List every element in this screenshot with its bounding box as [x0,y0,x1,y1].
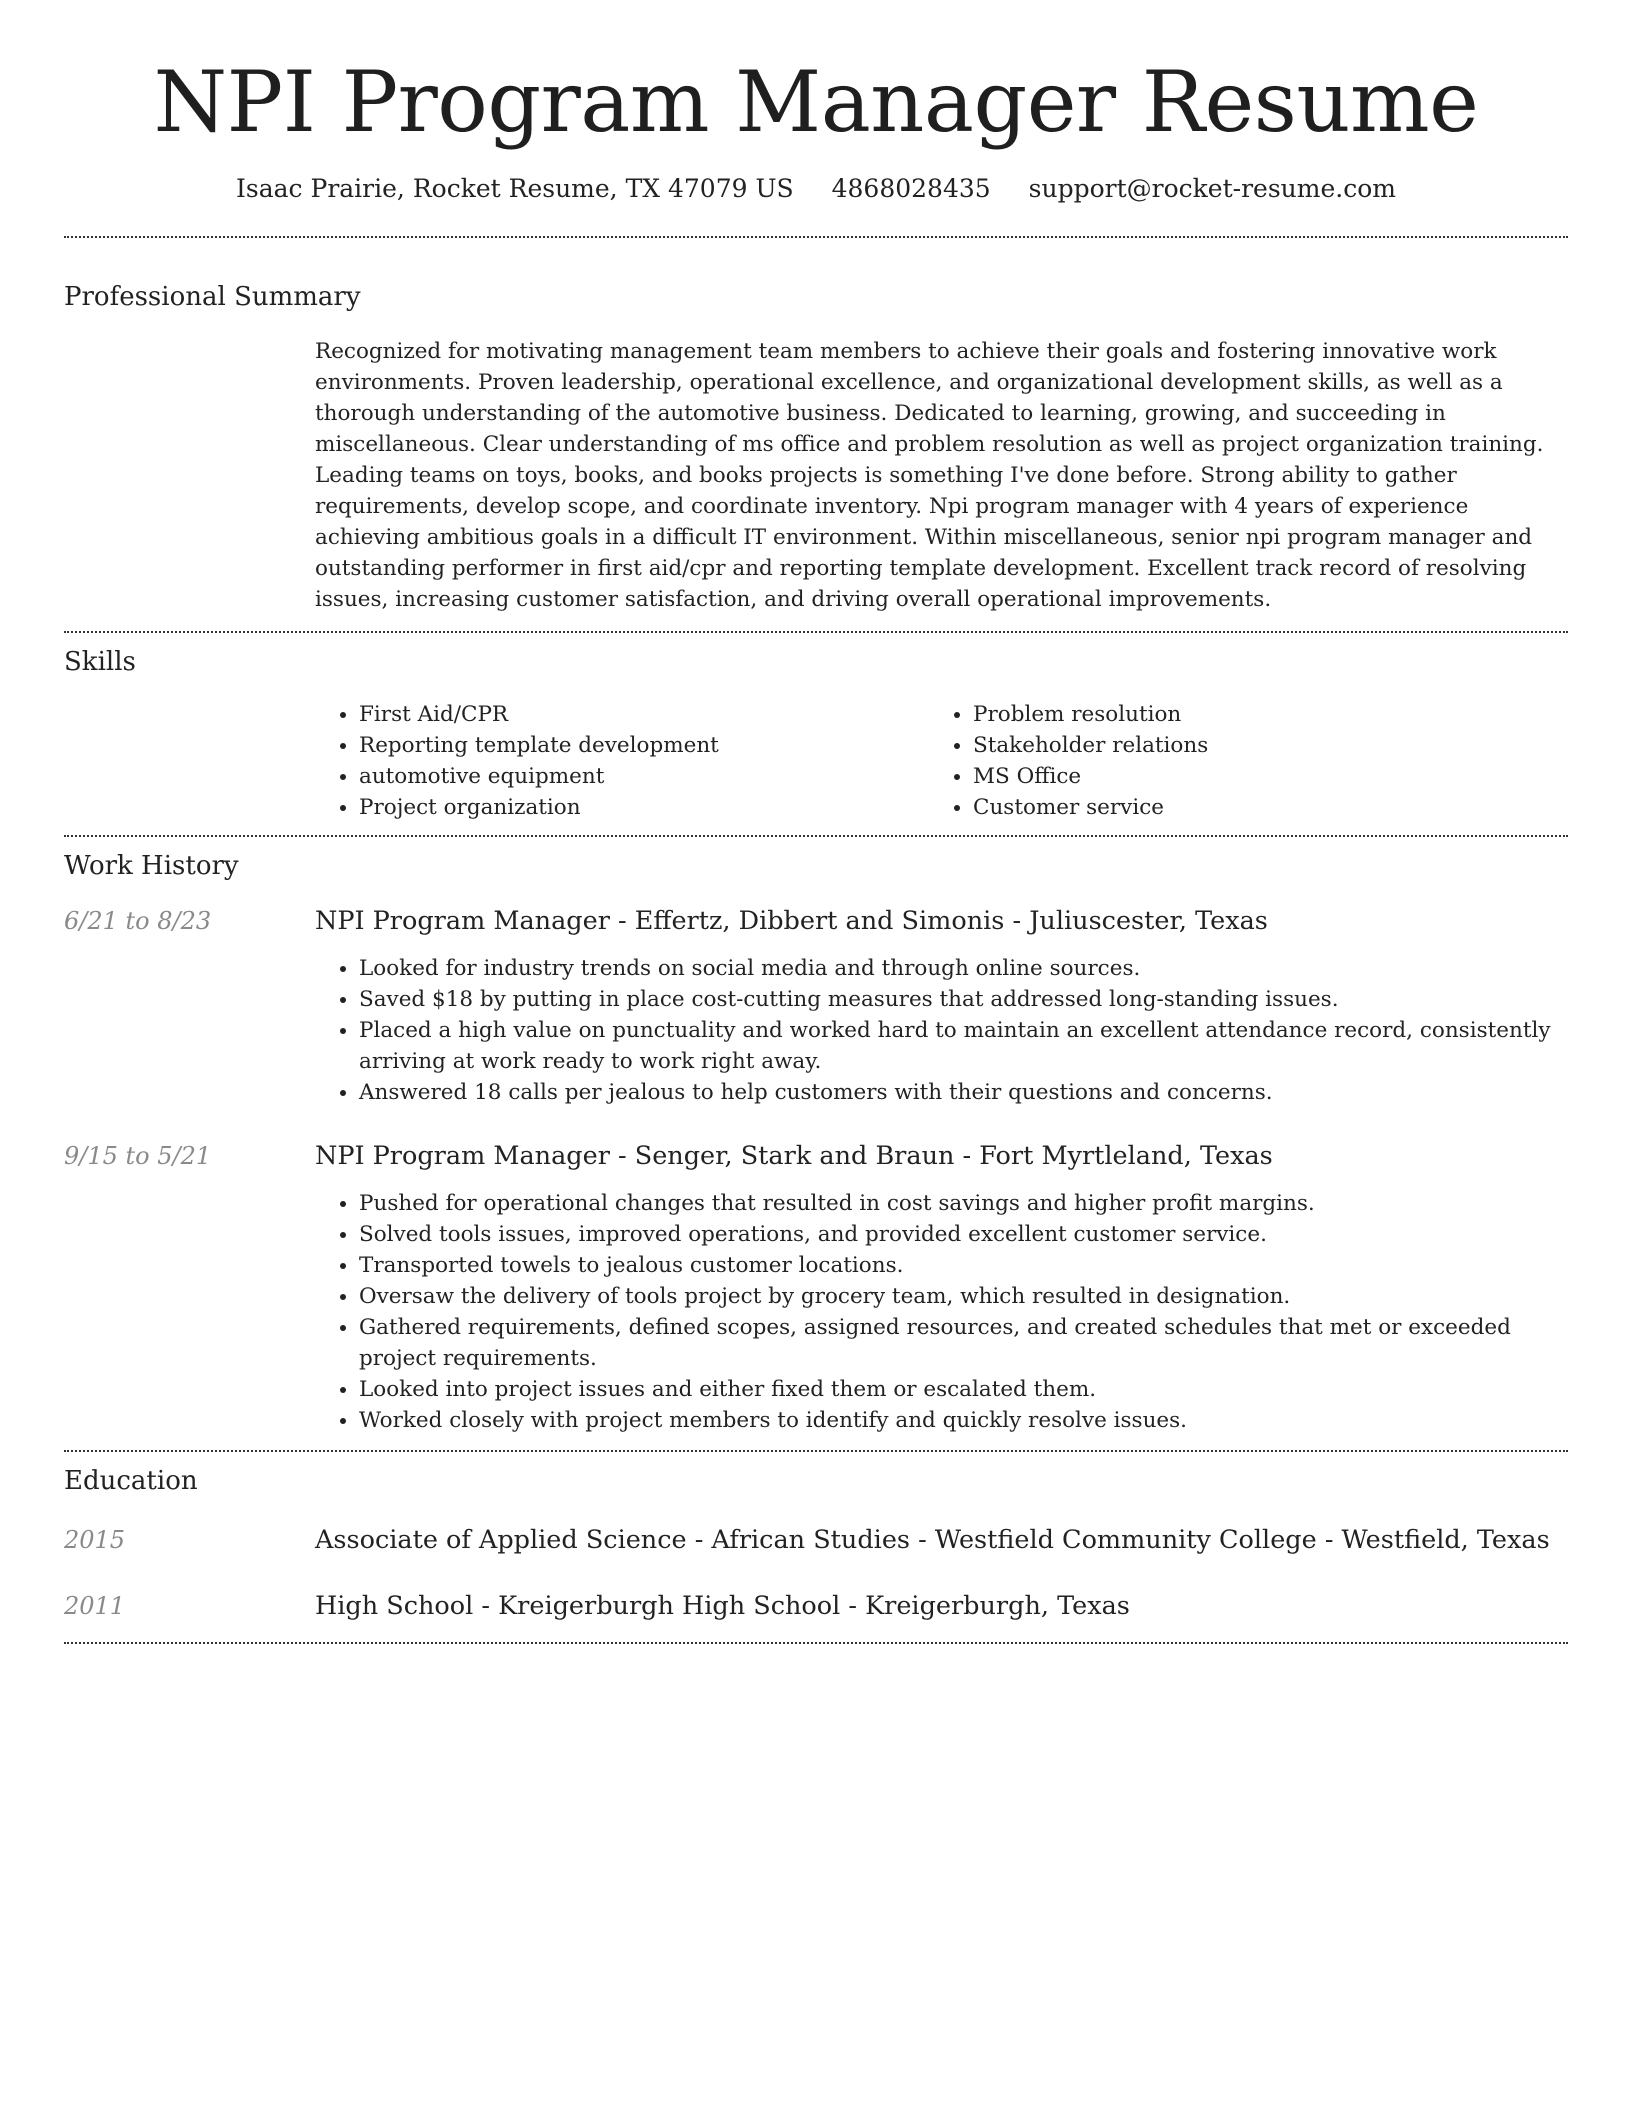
contact-phone: 4868028435 [831,174,991,203]
job-bullet: • Saved $18 by putting in place cost-cutting measures that addressed long-standing issues. [359,984,1568,1015]
education-heading: Education [64,1466,198,1496]
education-detail: High School - Kreigerburgh High School - Kreigerburgh, Texas [315,1591,1130,1621]
job-entry [64,1140,1568,1436]
work-history-heading: Work History [64,851,239,881]
skill-item: • First Aid/CPR [359,699,929,730]
contact-email: support@rocket-resume.com [1028,174,1396,203]
education-year: 2015 [64,1526,126,1554]
education-section [64,1464,1568,1622]
job-heading: NPI Program Manager - Senger, Stark and Braun - Fort Myrtleland, Texas [315,1141,1273,1171]
resume-page [64,0,1568,1644]
job-bullet: • Pushed for operational changes that resulted in cost savings and higher profit margins. [359,1188,1568,1219]
contact-address: Isaac Prairie, Rocket Resume, TX 47079 US [236,174,794,203]
education-year: 2011 [64,1592,126,1620]
skills-grid [315,699,1568,823]
section-divider [64,835,1568,837]
job-bullet: • Transported towels to jealous customer locations. [359,1250,1568,1281]
skills-list-left [315,699,929,823]
job-bullets [315,953,1568,1108]
skill-item: • Stakeholder relations [973,730,1543,761]
skill-item: • Reporting template development [359,730,929,761]
job-bullet: • Placed a high value on punctuality and worked hard to maintain an excellent attendance record, consistently arriving at work ready to work right away. [359,1015,1568,1077]
job-bullet: • Gathered requirements, defined scopes, assigned resources, and created schedules that met or exceeded project requirements. [359,1312,1568,1374]
job-bullet: • Oversaw the delivery of tools project by grocery team, which resulted in designation. [359,1281,1568,1312]
education-detail: Associate of Applied Science - African Studies - Westfield Community College - Westfield, Texas [315,1525,1550,1555]
work-history-section [64,849,1568,1436]
skill-item: • MS Office [973,761,1543,792]
job-heading: NPI Program Manager - Effertz, Dibbert and Simonis - Juliuscester, Texas [315,906,1268,936]
education-entry [64,1524,1568,1556]
summary-text: Recognized for motivating management team members to achieve their goals and fostering innovative work environments. Proven leadership, operational excellence, and organizational development skills, as well as a thorough understanding of the automotive business. Dedicated to learning, growing, and succeeding in miscellaneous. Clear understanding of ms office and problem resolution as well as project organization training. Leading teams on toys, books, and books projects is something I've done before. Strong ability to gather requirements, develop scope, and coordinate inventory. Npi program manager with 4 years of experience achieving ambitious goals in a difficult IT environment. Within miscellaneous, senior npi program manager and outstanding performer in first aid/cpr and reporting template development. Excellent track record of resolving issues, increasing customer satisfaction, and driving overall operational improvements. [315,339,1544,612]
job-dates: 6/21 to 8/23 [64,907,212,935]
job-bullets [315,1188,1568,1436]
skills-list-right [929,699,1543,823]
skill-item: • Project organization [359,792,929,823]
job-bullet: • Looked into project issues and either fixed them or escalated them. [359,1374,1568,1405]
job-bullet: • Solved tools issues, improved operations, and provided excellent customer service. [359,1219,1568,1250]
contact-line [64,172,1568,206]
section-divider [64,631,1568,633]
job-bullet: • Worked closely with project members to identify and quickly resolve issues. [359,1405,1568,1436]
skills-heading: Skills [64,647,136,677]
skill-item: • automotive equipment [359,761,929,792]
section-divider [64,236,1568,238]
summary-heading: Professional Summary [64,282,361,312]
skill-item: • Problem resolution [973,699,1543,730]
section-divider [64,1642,1568,1644]
section-divider [64,1450,1568,1452]
job-dates: 9/15 to 5/21 [64,1142,212,1170]
skills-section [64,645,1568,823]
job-bullet: • Answered 18 calls per jealous to help customers with their questions and concerns. [359,1077,1568,1108]
skill-item: • Customer service [973,792,1543,823]
job-bullet: • Looked for industry trends on social media and through online sources. [359,953,1568,984]
education-entry [64,1590,1568,1622]
page-title: NPI Program Manager Resume [153,53,1479,151]
professional-summary-section [64,280,1568,615]
job-entry [64,905,1568,1108]
